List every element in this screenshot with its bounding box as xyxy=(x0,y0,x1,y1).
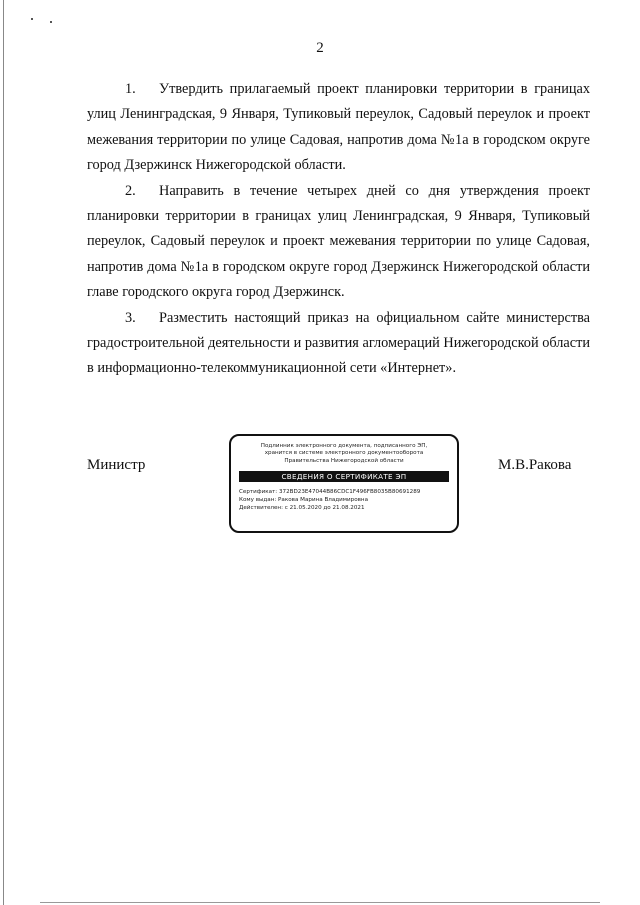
document-body xyxy=(87,77,590,382)
page-number: 2 xyxy=(316,40,324,56)
stamp-header-line: Правительства Нижегородской области xyxy=(284,457,404,464)
signature-block xyxy=(0,433,640,538)
scan-artifact-top-dot xyxy=(50,21,52,23)
valid-label: Действителен: xyxy=(239,505,283,512)
scan-artifact-left-edge xyxy=(3,0,4,905)
signatory-name: М.В.Ракова xyxy=(498,457,572,473)
issued-to-row xyxy=(239,496,449,504)
stamp-header-line: Подлинник электронного документа, подписанного ЭП, xyxy=(260,443,428,449)
signatory-title: Министр xyxy=(87,457,146,473)
scan-artifact-top-dot xyxy=(31,18,33,20)
stamp-header-line: хранится в системе электронного документооборота xyxy=(264,450,424,457)
stamp-banner: СВЕДЕНИЯ О СЕРТИФИКАТЕ ЭП xyxy=(239,471,449,482)
valid-row xyxy=(239,504,449,512)
stamp-header xyxy=(239,443,449,465)
certificate-label: Сертификат: xyxy=(239,489,278,496)
paragraph-number: 3. xyxy=(125,309,136,326)
paragraph-text: Направить в течение четырех дней со дня утверждения проект планировки территории в границах улиц Ленинградская, 9 Января, Тупиковый переулок, Садовый переулок и проект межевания территории по улице Садовая, напротив дома №1а в городском округе город Дзержинск Нижегородской области главе городского округа город Дзержинск. xyxy=(87,182,590,301)
issued-to-label: Кому выдан: xyxy=(239,497,277,504)
paragraph-number: 1. xyxy=(125,81,136,97)
certificate-value: 372BD23E47044B86CDC1F496FB8035B80691289 xyxy=(278,489,421,496)
valid-value: с 21.05.2020 до 21.08.2021 xyxy=(284,505,365,512)
paragraph-2 xyxy=(87,179,590,306)
paragraph-text: Утвердить прилагаемый проект планировки территории в границах улиц Ленинградская, 9 Января, Тупиковый переулок, Садовый переулок и проект межевания территории по улице Садовая, напротив дома №1а в городском округе город Дзержинск Нижегородской области. xyxy=(87,81,590,174)
paragraph-1 xyxy=(87,77,590,179)
paragraph-3 xyxy=(87,306,590,382)
issued-to-value: Ракова Марина Владимировна xyxy=(278,497,369,504)
paragraph-text: Разместить настоящий приказ на официальном сайте министерства градостроительной деятельности и развития агломераций Нижегородской области в информационно-телекоммуникационной сети «Интернет». xyxy=(87,309,590,377)
paragraph-number: 2. xyxy=(125,182,136,199)
certificate-row xyxy=(239,488,449,496)
scan-artifact-bottom-line xyxy=(40,902,600,903)
stamp-details xyxy=(239,488,449,512)
e-signature-stamp xyxy=(229,434,459,533)
